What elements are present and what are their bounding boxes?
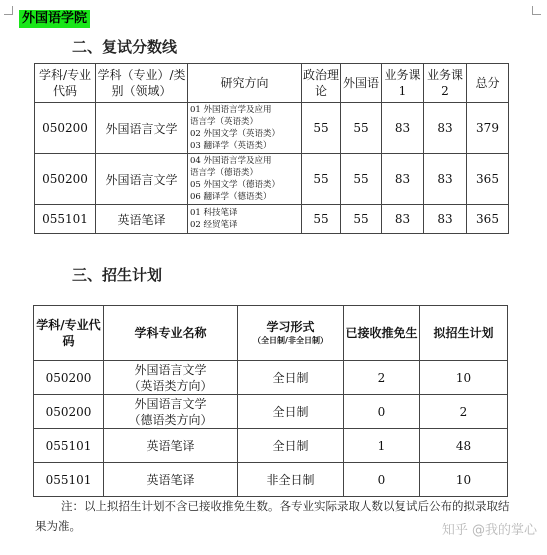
cell-code: 055101: [35, 205, 96, 234]
table-row: [34, 361, 508, 395]
cell-directions: [188, 205, 302, 234]
cell-mode: 非全日制: [238, 463, 344, 497]
cell-name-line: 外国语言文学: [134, 362, 207, 377]
cell-quota: 2: [420, 395, 508, 429]
table-row: [34, 463, 508, 497]
table-row: [34, 429, 508, 463]
cell-name-line: 外国语言文学: [134, 396, 207, 411]
cell-exempt: 0: [344, 395, 420, 429]
header-mode-label: 学习形式: [266, 320, 315, 334]
direction-line: 06 翻译学（德语类）: [190, 192, 272, 202]
cell-exempt: 2: [344, 361, 420, 395]
cell-mode: 全日制: [238, 395, 344, 429]
cell-directions: [188, 154, 302, 205]
header-politics: 政治理论: [302, 64, 341, 103]
cell-foreign: 55: [341, 154, 382, 205]
header-name: 学科（专业）/类别（领域）: [96, 64, 188, 103]
section-title-retest: 二、复试分数线: [72, 38, 178, 56]
page-corner-mark: [4, 6, 13, 15]
cell-quota: 10: [420, 361, 508, 395]
table-row: [35, 103, 509, 154]
watermark: [442, 519, 537, 538]
direction-line: 04 外国语言学及应用: [190, 156, 272, 166]
header-name: 学科专业名称: [104, 306, 238, 361]
watermark-text: 知乎 @我的掌心: [441, 523, 537, 538]
direction-line: 05 外国文学（德语类）: [190, 180, 281, 190]
cell-mode: 全日制: [238, 429, 344, 463]
enrollment-plan-table: [33, 305, 508, 497]
direction-line: 01 外国语言学及应用: [190, 105, 272, 115]
header-course1: 业务课1: [382, 64, 424, 103]
cell-code: 050200: [35, 154, 96, 205]
header-mode: [238, 306, 344, 361]
cell-quota: 48: [420, 429, 508, 463]
table-row: [35, 154, 509, 205]
direction-line: 语言学（德语类）: [190, 168, 259, 178]
cell-name: 英语笔译: [104, 429, 238, 463]
cell-foreign: 55: [341, 205, 382, 234]
header-direction: 研究方向: [188, 64, 302, 103]
cell-course1: 83: [382, 154, 424, 205]
direction-line: 02 外国文学（英语类）: [190, 129, 281, 139]
cell-course2: 83: [424, 205, 467, 234]
cell-name-sub: （德语类方向）: [128, 412, 213, 427]
cell-code: 050200: [34, 361, 104, 395]
header-total: 总分: [467, 64, 509, 103]
cell-foreign: 55: [341, 103, 382, 154]
cell-exempt: 1: [344, 429, 420, 463]
cell-name: 英语笔译: [96, 205, 188, 234]
direction-line: 01 科技笔译: [190, 208, 238, 218]
section-title-plan: 三、招生计划: [72, 266, 163, 284]
cell-politics: 55: [302, 103, 341, 154]
cell-mode: 全日制: [238, 361, 344, 395]
cell-exempt: 0: [344, 463, 420, 497]
cell-politics: 55: [302, 154, 341, 205]
cell-name: 外国语言文学: [96, 154, 188, 205]
header-quota: 拟招生计划: [420, 306, 508, 361]
cell-quota: 10: [420, 463, 508, 497]
college-highlight: 外国语学院: [19, 10, 90, 28]
cell-name-sub: （英语类方向）: [128, 378, 213, 393]
table-row: [34, 395, 508, 429]
cell-total: 365: [467, 154, 509, 205]
cell-name: [104, 395, 238, 429]
direction-line: 03 翻译学（英语类）: [190, 141, 272, 151]
cell-course1: 83: [382, 205, 424, 234]
header-exempt: 已接收推免生: [344, 306, 420, 361]
cell-name: 英语笔译: [104, 463, 238, 497]
retest-score-table: [34, 63, 509, 234]
cell-name: 外国语言文学: [96, 103, 188, 154]
cell-directions: [188, 103, 302, 154]
cell-name: [104, 361, 238, 395]
cell-total: 365: [467, 205, 509, 234]
table-header-row: [34, 306, 508, 361]
cell-code: 050200: [35, 103, 96, 154]
cell-total: 379: [467, 103, 509, 154]
page-corner-mark: [532, 6, 541, 15]
direction-line: 02 经贸笔译: [190, 220, 238, 230]
cell-code: 055101: [34, 429, 104, 463]
header-course2: 业务课2: [424, 64, 467, 103]
header-code: 学科/专业代码: [34, 306, 104, 361]
direction-line: 语言学（英语类）: [190, 117, 259, 127]
cell-course1: 83: [382, 103, 424, 154]
cell-code: 050200: [34, 395, 104, 429]
footnote: 注：以上拟招生计划不含已接收推免生数。各专业实际录取人数以复试后公布的拟录取结果为准。: [35, 499, 510, 533]
header-code: 学科/专业代码: [35, 64, 96, 103]
cell-course2: 83: [424, 154, 467, 205]
header-foreign: 外国语: [341, 64, 382, 103]
table-row: [35, 205, 509, 234]
header-mode-sub: （全日制/非全日制）: [253, 336, 328, 345]
cell-politics: 55: [302, 205, 341, 234]
cell-code: 055101: [34, 463, 104, 497]
table-header-row: [35, 64, 509, 103]
cell-course2: 83: [424, 103, 467, 154]
